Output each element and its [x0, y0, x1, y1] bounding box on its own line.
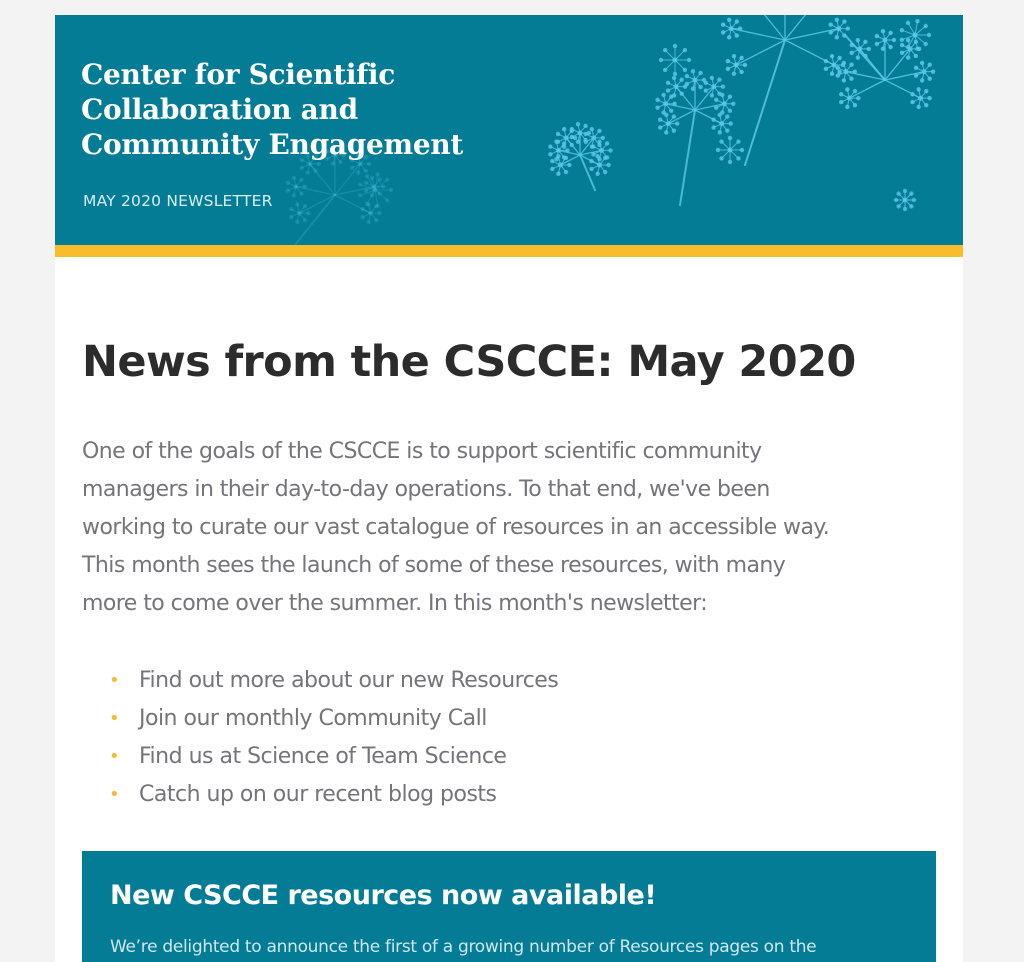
contents-item[interactable]: [82, 662, 558, 700]
callout-title[interactable]: New CSCCE resources now available!: [110, 880, 657, 911]
org-name-line: Center for Scientific: [81, 58, 396, 91]
accent-divider: [55, 245, 963, 257]
contents-item-label: Find us at Science of Team Science: [139, 744, 507, 769]
edition-label: MAY 2020 NEWSLETTER: [83, 192, 273, 210]
page-title: News from the CSCCE: May 2020: [82, 337, 856, 387]
callout-text: We’re delighted to announce the first of a growing number of Resources pages on the: [110, 937, 817, 957]
bullet-icon: •: [109, 670, 120, 691]
intro-line: more to come over the summer. In this month's newsletter:: [82, 591, 708, 616]
bullet-icon: •: [109, 746, 120, 767]
intro-paragraph: [82, 433, 952, 623]
newsletter-page: [55, 15, 963, 962]
contents-item-label: Join our monthly Community Call: [139, 706, 487, 731]
org-name[interactable]: [81, 57, 463, 162]
contents-item-label: Find out more about our new Resources: [139, 668, 559, 693]
contents-item[interactable]: [82, 700, 558, 738]
intro-line: This month sees the launch of some of these resources, with many: [82, 553, 786, 578]
contents-item[interactable]: [82, 776, 558, 814]
intro-line: working to curate our vast catalogue of resources in an accessible way.: [82, 515, 830, 540]
intro-line: managers in their day-to-day operations. To that end, we've been: [82, 477, 770, 502]
resources-callout: [82, 851, 936, 962]
contents-list: [82, 662, 558, 814]
contents-item-label: Catch up on our recent blog posts: [139, 782, 497, 807]
org-name-line: Community Engagement: [81, 128, 464, 161]
bullet-icon: •: [109, 708, 120, 729]
intro-line: One of the goals of the CSCCE is to support scientific community: [82, 439, 762, 464]
newsletter-header: [55, 15, 963, 245]
bullet-icon: •: [109, 784, 120, 805]
contents-item[interactable]: [82, 738, 558, 776]
org-name-line: Collaboration and: [81, 93, 358, 126]
